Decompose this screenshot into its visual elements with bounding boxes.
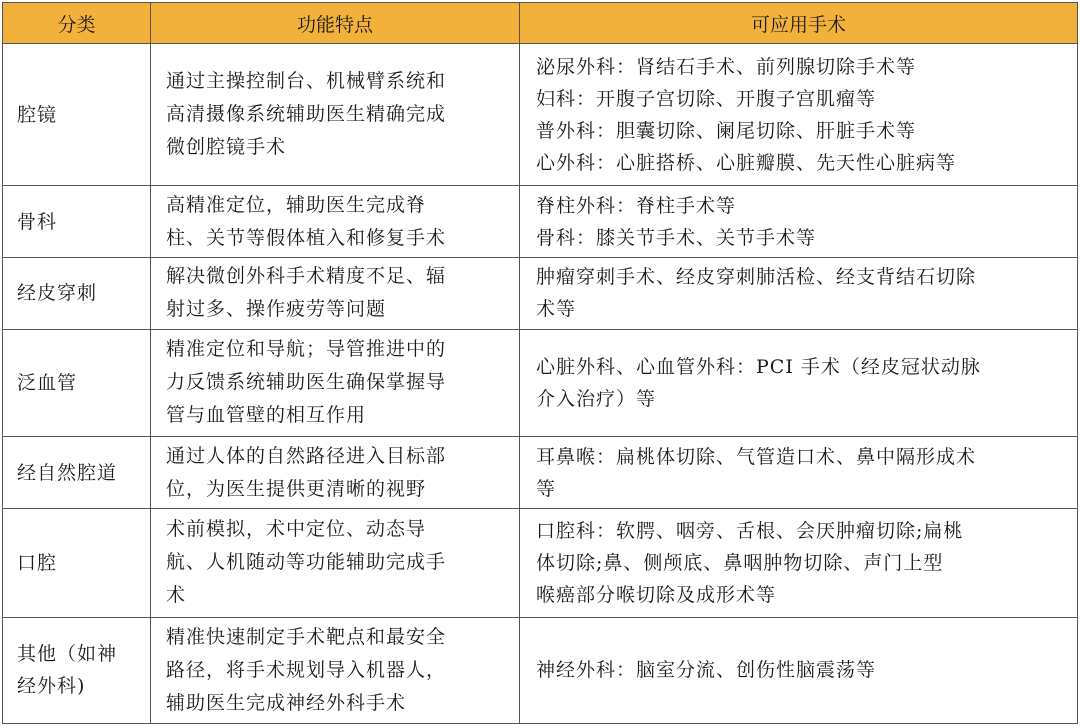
category-line: 经外科) (17, 675, 86, 698)
category-line: 口腔 (17, 551, 58, 574)
features-cell (151, 509, 520, 617)
application-line: 脊柱外科：脊柱手术等 (536, 194, 737, 217)
table-row (3, 44, 1078, 186)
table-row (3, 617, 1078, 723)
applications-cell (520, 617, 1078, 723)
application-line: 泌尿外科：肾结石手术、前列腺切除手术等 (536, 55, 917, 78)
feature-line: 术 (166, 584, 187, 607)
feature-line: 精准快速制定手术靶点和最安全 (166, 625, 447, 648)
category-line: 其他（如神 (17, 643, 118, 666)
table-row (3, 257, 1078, 329)
feature-line: 解决微创外科手术精度不足、辐 (166, 265, 447, 288)
application-line: 普外科：胆囊切除、阑尾切除、肝脏手术等 (536, 119, 917, 142)
category-cell (3, 44, 151, 186)
feature-line: 辅助医生完成神经外科手术 (166, 691, 407, 714)
application-line: 术等 (536, 298, 577, 321)
feature-line: 通过主操控制台、机械臂系统和 (166, 70, 447, 93)
category-cell (3, 329, 151, 436)
category-cell (3, 617, 151, 723)
feature-line: 航、人机随动等功能辅助完成手 (166, 551, 447, 574)
applications-cell (520, 509, 1078, 617)
category-line: 骨科 (17, 210, 58, 233)
feature-line: 管与血管壁的相互作用 (166, 404, 367, 427)
applications-cell (520, 257, 1078, 329)
feature-line: 射过多、操作疲劳等问题 (166, 298, 387, 321)
features-cell (151, 329, 520, 436)
application-line: 神经外科：脑室分流、创伤性脑震荡等 (536, 659, 877, 682)
header-category: 分类 (3, 3, 151, 44)
features-cell (151, 257, 520, 329)
application-line: 肿瘤穿刺手术、经皮穿刺肺活检、经支背结石切除 (536, 266, 977, 289)
application-line: 心外科：心脏搭桥、心脏瓣膜、先天性心脏病等 (536, 151, 957, 174)
features-cell (151, 186, 520, 257)
application-line: 体切除;鼻、侧颅底、鼻咽肿物切除、声门上型 (536, 551, 944, 574)
applications-cell (520, 329, 1078, 436)
feature-line: 微创腔镜手术 (166, 136, 287, 159)
header-features: 功能特点 (151, 3, 520, 44)
table-row (3, 437, 1078, 509)
features-cell (151, 617, 520, 723)
feature-line: 高清摄像系统辅助医生精确完成 (166, 103, 447, 126)
application-line: 口腔科：软腭、咽旁、舌根、会厌肿瘤切除;扁桃 (536, 519, 964, 542)
category-cell (3, 257, 151, 329)
category-line: 腔镜 (17, 103, 58, 126)
feature-line: 位，为医生提供更清晰的视野 (166, 477, 427, 500)
applications-cell (520, 44, 1078, 186)
application-line: 骨科：膝关节手术、关节手术等 (536, 226, 817, 249)
application-line: 等 (536, 477, 557, 500)
feature-line: 精准定位和导航；导管推进中的 (166, 338, 447, 361)
feature-line: 柱、关节等假体植入和修复手术 (166, 226, 447, 249)
category-line: 经皮穿刺 (17, 282, 98, 305)
application-line: 心脏外科、心血管外科：PCI 手术（经皮冠状动脉 (536, 355, 981, 378)
applications-cell (520, 437, 1078, 509)
feature-line: 高精准定位，辅助医生完成脊 (166, 193, 427, 216)
application-line: 喉癌部分喉切除及成形术等 (536, 583, 777, 606)
category-cell (3, 509, 151, 617)
category-line: 泛血管 (17, 371, 78, 394)
table-row (3, 329, 1078, 436)
feature-line: 术前模拟，术中定位、动态导 (166, 518, 427, 541)
application-line: 耳鼻喉：扁桃体切除、气管造口术、鼻中隔形成术 (536, 445, 977, 468)
category-line: 经自然腔道 (17, 461, 118, 484)
category-cell (3, 186, 151, 257)
feature-line: 力反馈系统辅助医生确保掌握导 (166, 371, 447, 394)
feature-line: 通过人体的自然路径进入目标部 (166, 444, 447, 467)
feature-line: 路径，将手术规划导入机器人， (166, 658, 447, 681)
header-row (3, 3, 1078, 44)
applications-cell (520, 186, 1078, 257)
features-cell (151, 437, 520, 509)
table-row (3, 186, 1078, 257)
application-line: 介入治疗）等 (536, 387, 657, 410)
application-line: 妇科：开腹子宫切除、开腹子宫肌瘤等 (536, 87, 877, 110)
category-cell (3, 437, 151, 509)
table-row (3, 509, 1078, 617)
surgical-robot-table (2, 2, 1078, 724)
header-applications: 可应用手术 (520, 3, 1078, 44)
features-cell (151, 44, 520, 186)
